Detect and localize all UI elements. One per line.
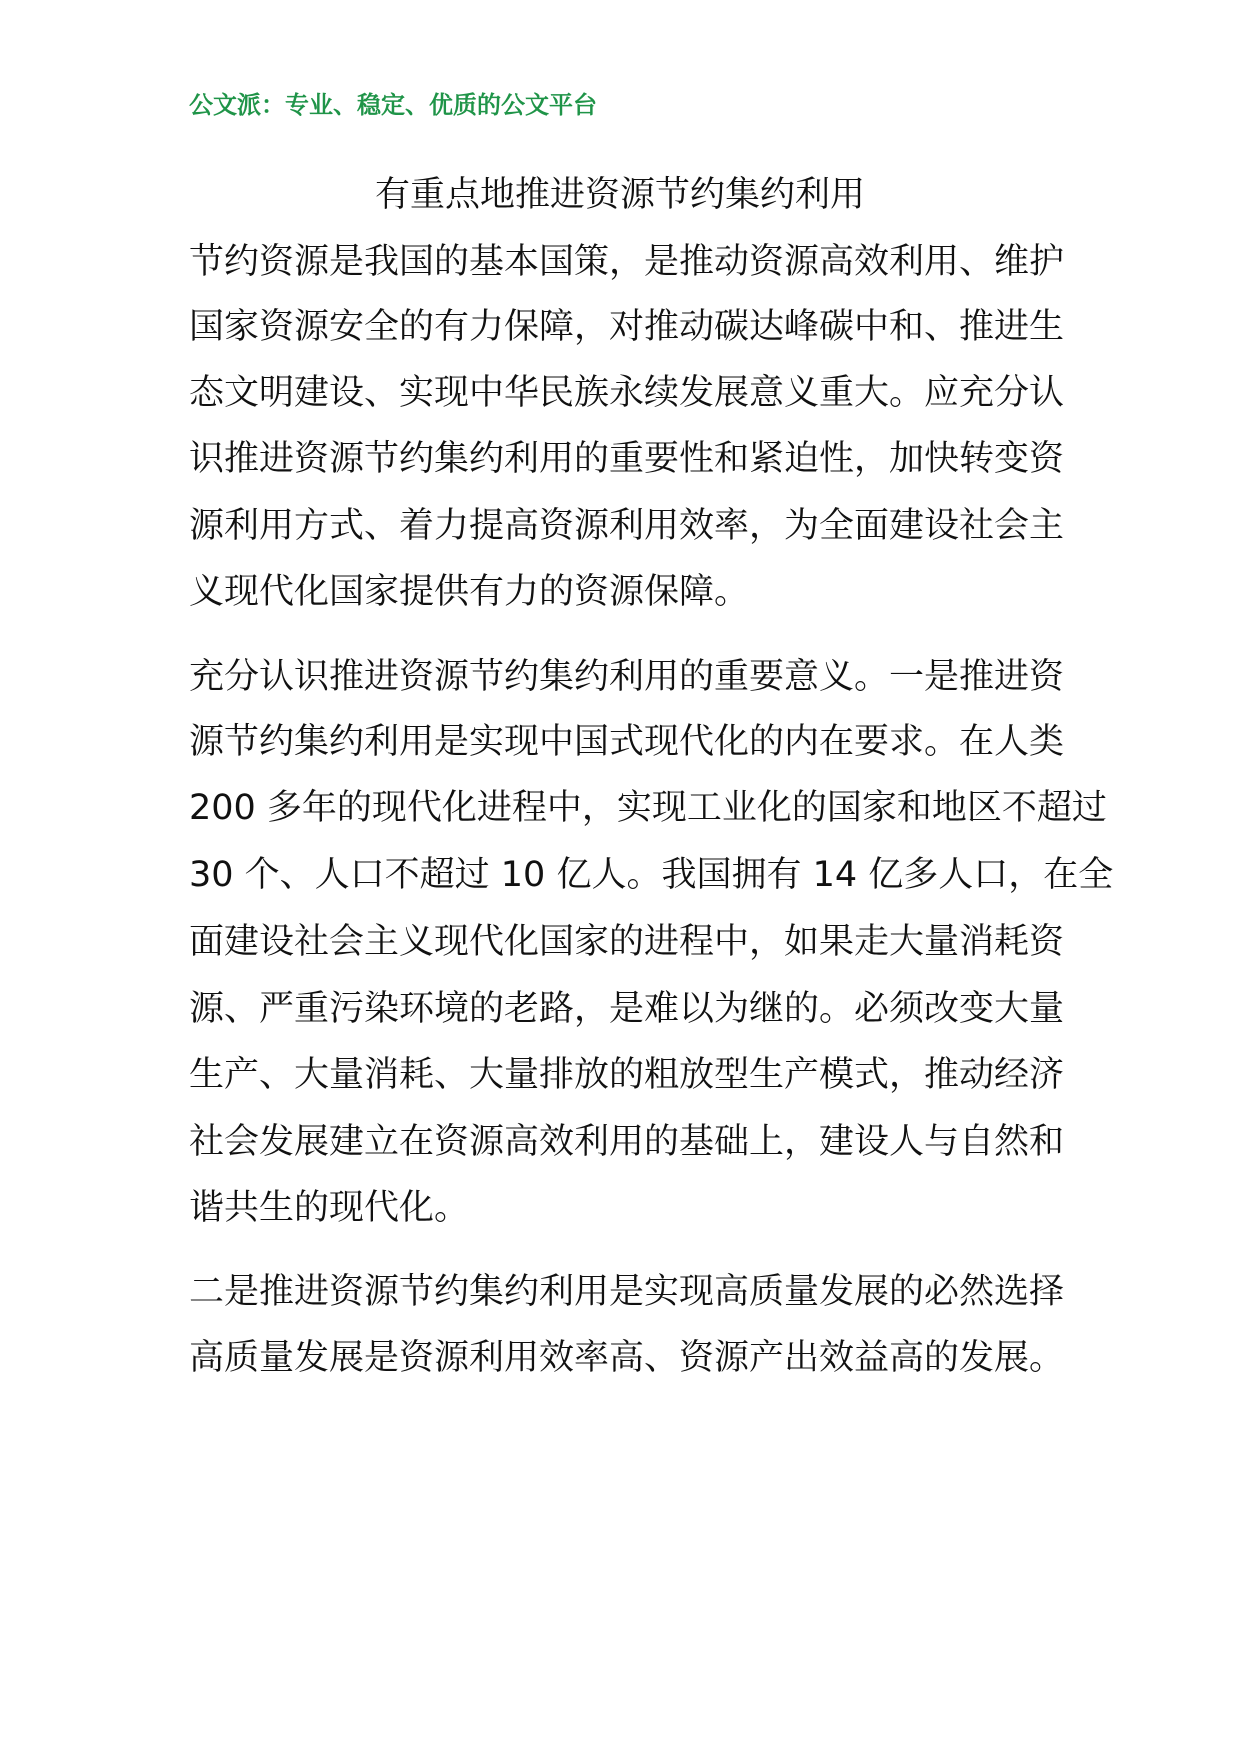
paragraph-line: 源、严重污染环境的老路，是难以为继的。必须改变大量 [189, 989, 1065, 1029]
paragraph-line: 节约资源是我国的基本国策，是推动资源高效利用、维护 [189, 242, 1065, 282]
paragraph-line: 源利用方式、着力提高资源利用效率，为全面建设社会主 [189, 506, 1065, 546]
paragraph-line: 谐共生的现代化。 [189, 1188, 470, 1228]
paragraph-line: 200 多年的现代化进程中，实现工业化的国家和地区不超过 [189, 788, 1107, 828]
paragraph-line: 国家资源安全的有力保障，对推动碳达峰碳中和、推进生 [189, 307, 1065, 347]
brand-header: 公文派：专业、稳定、优质的公文平台 [189, 90, 597, 119]
paragraph-line: 源节约集约利用是实现中国式现代化的内在要求。在人类 [189, 722, 1065, 762]
paragraph-line: 充分认识推进资源节约集约利用的重要意义。一是推进资 [189, 657, 1065, 697]
paragraph-line: 识推进资源节约集约利用的重要性和紧迫性，加快转变资 [189, 439, 1065, 479]
paragraph-line: 面建设社会主义现代化国家的进程中，如果走大量消耗资 [189, 922, 1065, 962]
paragraph-line: 义现代化国家提供有力的资源保障。 [189, 572, 750, 612]
paragraph-line: 二是推进资源节约集约利用是实现高质量发展的必然选择 [189, 1272, 1065, 1312]
paragraph-line: 30 个、人口不超过 10 亿人。我国拥有 14 亿多人口，在全 [189, 855, 1114, 895]
paragraph-line: 生产、大量消耗、大量排放的粗放型生产模式，推动经济 [189, 1055, 1065, 1095]
document-title: 有重点地推进资源节约集约利用 [374, 175, 865, 215]
paragraph-line: 态文明建设、实现中华民族永续发展意义重大。应充分认 [189, 373, 1065, 413]
paragraph-line: 社会发展建立在资源高效利用的基础上，建设人与自然和 [189, 1122, 1065, 1162]
paragraph-line: 高质量发展是资源利用效率高、资源产出效益高的发展。 [189, 1338, 1065, 1378]
